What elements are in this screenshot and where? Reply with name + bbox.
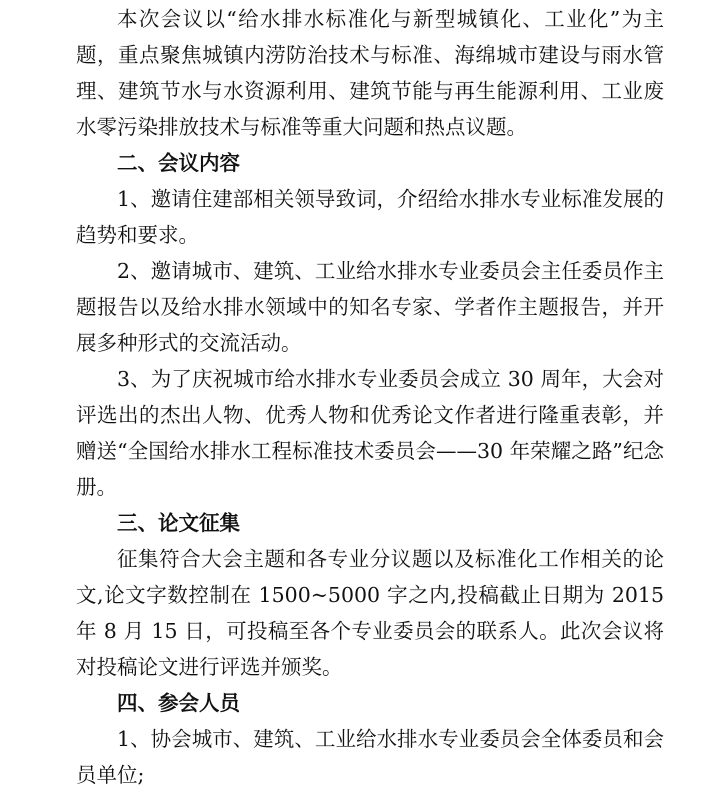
list-item: 1、邀请住建部相关领导致词，介绍给水排水专业标准发展的趋势和要求。 [76, 187, 664, 247]
section-heading-meeting-content: 二、会议内容 [117, 151, 240, 175]
paper-collection-paragraph: 征集符合大会主题和各专业分议题以及标准化工作相关的论文,论文字数控制在 1500~5000 字之内,投稿截止日期为 2015年 8 月 15 日，可投稿至各个专业委员会的联系人。此次会议将对投稿论文进行评选并颁奖。 [76, 547, 664, 679]
section-heading-paper-collection: 三、论文征集 [117, 511, 240, 535]
intro-paragraph: 本次会议以“给水排水标准化与新型城镇化、工业化”为主题，重点聚焦城镇内涝防治技术与标准、海绵城市建设与雨水管理、建筑节水与水资源利用、建筑节能与再生能源利用、工业废水零污染排放技术与标准等重大问题和热点议题。 [76, 7, 664, 139]
list-item: 1、协会城市、建筑、工业给水排水专业委员会全体委员和会员单位; [76, 727, 664, 787]
list-item: 3、为了庆祝城市给水排水专业委员会成立 30 周年，大会对评选出的杰出人物、优秀人物和优秀论文作者进行隆重表彰，并赠送“全国给水排水工程标准技术委员会——30 年荣耀之路”纪念册。 [76, 367, 664, 499]
list-item: 2、邀请城市、建筑、工业给水排水专业委员会主任委员作主题报告以及给水排水领域中的知名专家、学者作主题报告，并开展多种形式的交流活动。 [76, 259, 664, 355]
document-page [76, 0, 664, 793]
section-heading-attendees: 四、参会人员 [117, 691, 240, 715]
